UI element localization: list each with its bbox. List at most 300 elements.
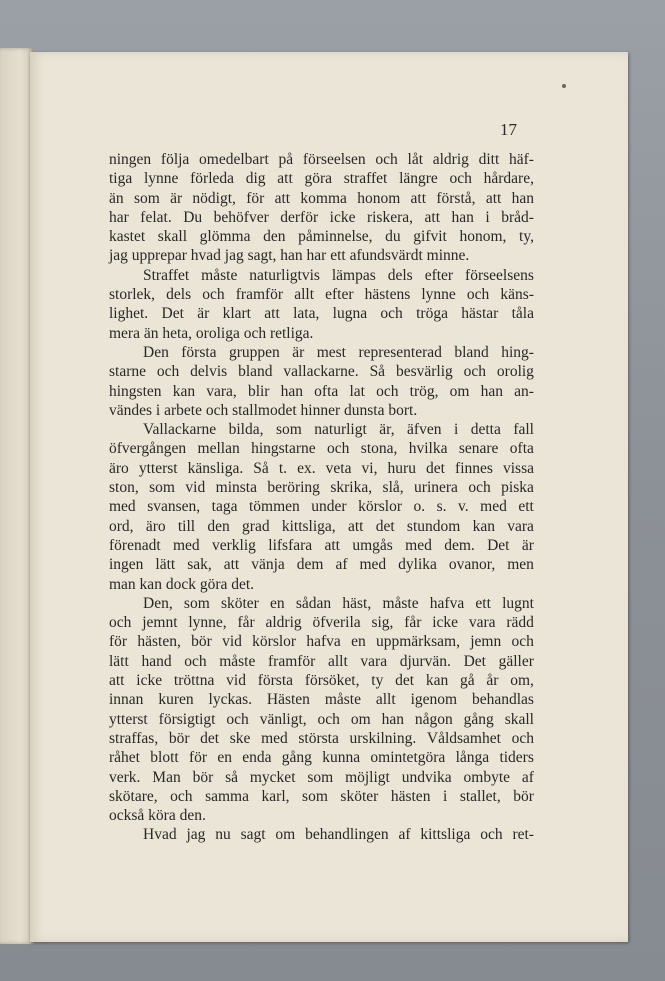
word: hafva [429,594,465,612]
word: stundom [406,517,461,535]
word: ombyte [463,768,511,786]
word: och [466,286,490,304]
word: felat. [140,208,172,226]
word: påminnelse, [298,228,373,246]
word: dels [166,286,192,304]
word: allt [375,691,396,709]
word: umgås [352,536,393,554]
word: om, [510,672,534,690]
word: är [170,189,183,207]
word: den [263,228,286,246]
word: naturligtvis [249,266,320,284]
word: med [109,498,136,516]
word: klart [222,305,251,323]
word: öfvergången [109,440,187,458]
word: Straffet [143,266,190,284]
text-line [109,710,534,729]
text-line [109,208,534,227]
word: och [202,286,225,304]
text-line [109,304,534,323]
word: Det [161,305,184,323]
word: kan [172,382,196,400]
word: blott [150,749,179,767]
word: besvärlig [395,363,453,381]
word: lata, [293,305,320,323]
word: slå, [382,479,404,497]
facing-page-edge [0,48,34,944]
word: glömma [199,228,251,246]
word: om [350,710,371,728]
word: gäller [498,652,534,670]
word: omedelbart [199,151,269,168]
word: och [109,614,132,632]
word: ytterst [138,459,178,477]
word: är [521,536,534,554]
word: hästens [364,286,411,304]
word: behandlingen [305,826,389,844]
word: att [324,536,340,554]
word: lyckas. [208,691,252,709]
word: bland [454,343,489,361]
word: vid [222,633,242,651]
word: tåla [511,305,534,323]
word: än [109,189,124,207]
word: vid [226,672,246,690]
word: bör [168,729,190,747]
text-line [109,594,534,613]
text-line [109,382,534,401]
text-line [109,787,534,806]
word: behöfver [213,208,269,226]
word: ske [229,729,251,747]
word: känsliga. [187,459,244,477]
word: öfverila [312,614,361,632]
text-line [109,439,534,458]
word: förenadt [109,536,161,554]
text-line [109,690,534,709]
word: kittsliga, [281,517,336,535]
word: ty, [519,228,534,246]
word: längre [399,170,438,188]
word: att [424,208,441,226]
text-line [109,227,534,246]
word: delvis [190,363,228,381]
word: karl, [261,787,290,805]
word: bör [513,787,534,805]
word: an- [514,382,534,400]
word: urskilning. [349,729,417,747]
word: för [246,189,265,207]
word: att [223,556,240,574]
word: kan [425,672,449,690]
word: framför [268,652,316,670]
word: nödigt, [192,189,236,207]
word: och [463,363,487,381]
word: af [521,768,534,786]
word: honom, [459,228,507,246]
word: lämpas [331,266,376,284]
word: vara [507,517,534,535]
word: är [197,305,210,323]
word: huru [387,459,416,477]
text-line [109,150,534,169]
word: den [207,517,230,535]
word: ett [518,498,534,516]
word: Hvad [143,826,177,844]
word: v. [458,498,469,516]
word: måste [382,594,419,612]
text-line: jag upprepar hvad jag sagt, han har ett afundsvärdt minne. [109,247,470,265]
word: o. [413,498,426,516]
word: har [109,208,129,226]
word: skall [504,710,534,728]
word: som [183,594,210,612]
word: innan [109,691,144,709]
word: och [375,151,398,168]
word: mest [316,343,346,361]
word: finnes [455,459,493,477]
word: framför [235,286,284,304]
word: dem [296,556,324,574]
word: som [275,421,302,439]
word: orolig [496,363,534,381]
word: hingsten [109,382,162,400]
word: största [298,729,339,747]
word: skrika, [330,479,373,497]
word: mellan [197,440,240,458]
word: Vallackarne [143,421,217,439]
word: och [170,787,193,805]
word: låt [407,151,424,168]
word: Man [152,768,181,786]
word: käns- [500,286,534,304]
text-line: också köra den. [109,807,206,825]
word: med [405,536,432,554]
word: minsta [215,479,257,497]
word: skötare, [109,787,158,805]
word: och [184,652,207,670]
word: straffet [343,170,388,188]
word: gång [281,749,312,767]
word: och [468,479,491,497]
word: hästar [461,305,499,323]
word: äro [109,459,129,477]
text-line [109,169,534,188]
word: t. [278,459,288,477]
word: i [442,787,448,805]
word: hästen, [137,633,181,651]
text-line [109,729,534,748]
word: allt [327,652,348,670]
word: honom [357,189,401,207]
word: allt [294,286,315,304]
text-line [109,420,534,439]
word: Så [369,363,386,381]
text-line [109,266,534,285]
word: senare [458,440,499,458]
word: att [347,517,364,535]
word: förseelsens [465,266,534,284]
word: lynne [421,286,456,304]
word: behandlas [471,691,534,709]
word: storlek, [109,286,156,304]
word: ovanor, [448,556,496,574]
word: är, [379,421,395,439]
text-line [109,671,534,690]
word: tröga [416,305,448,323]
text-line [109,825,534,844]
word: och [511,633,534,651]
word: lätt [109,652,129,670]
word: lugna [332,305,368,323]
word: vissa [502,459,534,477]
word: Våldsamhet [426,729,501,747]
word: år [486,672,499,690]
word: försöket, [304,672,360,690]
word: som [149,479,175,497]
word: förseelsen [302,151,366,168]
word: af [335,556,348,574]
word: och [226,710,249,728]
text-line [109,768,534,787]
text-line [109,459,534,478]
word: undvika [401,768,452,786]
word: Hästen [266,691,310,709]
text-line [109,497,534,516]
word: gå [460,672,475,690]
text-line [109,748,534,767]
text-line [109,555,534,574]
word: första [181,343,217,361]
word: och [480,826,503,844]
word: ingen [109,556,144,574]
word: vänligt, [259,710,307,728]
word: måste [324,691,361,709]
word: icke [136,672,163,690]
word: dig [245,170,266,188]
word: måste [201,266,238,284]
word: vänja [251,556,285,574]
word: samma [205,787,249,805]
word: en [270,594,285,612]
word: att [264,305,280,323]
word: stallet, [459,787,501,805]
word: kastet [109,228,146,246]
word: förleda [190,170,235,188]
word: som [133,189,160,207]
word: med [172,536,200,554]
word: så [225,768,239,786]
word: grad [242,517,270,535]
word: gruppen [229,343,280,361]
word: ret- [512,826,534,844]
word: jag [186,826,206,844]
word: kunna [322,749,361,767]
word: för [109,633,128,651]
word: aldrig [432,151,469,168]
word: och [156,363,180,381]
word: komma [300,189,347,207]
word: ytterst [109,710,148,728]
word: icke [432,614,459,632]
word: Du [183,208,203,226]
word: som [302,787,328,805]
word: lynne [143,170,179,188]
word: måste [219,652,256,670]
word: hafva [306,633,341,651]
word: hårdare, [483,170,534,188]
word: han [451,208,474,226]
text-line [109,652,534,671]
text-line: mera än heta, oroliga och retliga. [109,324,314,342]
word: lifsfara [268,536,313,554]
word: sköter [340,787,379,805]
word: ty [371,672,384,690]
word: förstå, [436,189,476,207]
word: häf- [509,151,534,168]
word: gång [463,710,494,728]
word: efter [424,266,454,284]
text-line: vändes i arbete och stallmodet hinner dunsta bort. [109,401,418,419]
word: han [280,382,304,400]
word: tröttna [173,672,215,690]
word: fall [513,421,534,439]
word: tömmen [248,498,300,516]
word: körslor [252,633,297,651]
text-line: man kan dock göra det. [109,575,255,593]
word: för [188,749,208,767]
word: kuren [158,691,194,709]
word: bråd- [501,208,534,226]
word: verklig [212,536,256,554]
word: enda [242,749,272,767]
word: han [480,382,503,400]
word: ord, [109,517,134,535]
word: icke [329,208,356,226]
word: stona, [360,440,398,458]
word: naturligt [314,421,367,439]
word: taga [211,498,238,516]
word: första [257,672,294,690]
word: ofta [314,382,339,400]
word: Det [487,536,510,554]
word: att [274,189,291,207]
word: om [275,826,296,844]
word: skall [157,228,188,246]
word: och [511,729,534,747]
word: följa [160,151,190,168]
word: tiders [499,749,534,767]
word: sådan [295,594,332,612]
text-line [109,362,534,381]
word: lat [349,382,365,400]
text-line [109,478,534,497]
word: med [480,498,507,516]
word: verk. [109,768,141,786]
word: lätt [155,556,176,574]
word: starne [109,363,147,381]
word: att [485,189,502,207]
word: lynne, [188,614,227,632]
word: möjligt [345,768,390,786]
word: nu [215,826,231,844]
word: lighet. [109,305,149,323]
word: svansen, [147,498,201,516]
word: lugnt [502,594,534,612]
text-line [109,285,534,304]
word: det [426,459,445,477]
word: med [261,729,288,747]
word: att [410,189,427,207]
word: dem. [444,536,475,554]
word: att [109,672,125,690]
word: ex. [297,459,316,477]
word: om [449,382,470,400]
word: vara, [206,382,237,400]
word: han [381,710,404,728]
word: aldrig [265,614,302,632]
word: han [511,189,534,207]
word: vid [185,479,206,497]
word: ditt [478,151,500,168]
word: rädd [506,614,534,632]
word: hästen [390,787,431,805]
word: riskera, [366,208,414,226]
word: långa [455,749,490,767]
word: och [317,710,340,728]
word: efter [325,286,354,304]
word: försigtigt [158,710,216,728]
word: blir [247,382,270,400]
word: beröring [267,479,320,497]
word: detta [470,421,501,439]
word: hand [141,652,172,670]
word: vara [468,614,496,632]
word: sagt [240,826,266,844]
word: häst, [342,594,372,612]
word: tiga [109,170,133,188]
word: i [485,208,490,226]
word: bland [238,363,273,381]
word: s. [436,498,447,516]
word: du [385,228,401,246]
word: det [375,517,395,535]
word: sköter [220,594,259,612]
word: Den [143,343,169,361]
word: får [404,614,422,632]
word: Det [463,652,486,670]
word: representerad [358,343,442,361]
page-number: 17 [500,120,517,139]
word: uppmärksam, [376,633,460,651]
word: på [278,151,294,168]
word: hing- [501,343,534,361]
text-line [109,517,534,536]
word: ningen [109,151,152,168]
word: körslor [358,498,402,516]
body-text [109,150,534,845]
word: omintetgöra [370,749,446,767]
word: bör [191,633,212,651]
word: ston, [109,479,139,497]
word: Den, [143,594,173,612]
word: att [277,170,293,188]
text-line [109,536,534,555]
word: och [376,382,399,400]
word: och [449,170,472,188]
word: mycket [249,768,296,786]
word: ett [475,594,491,612]
